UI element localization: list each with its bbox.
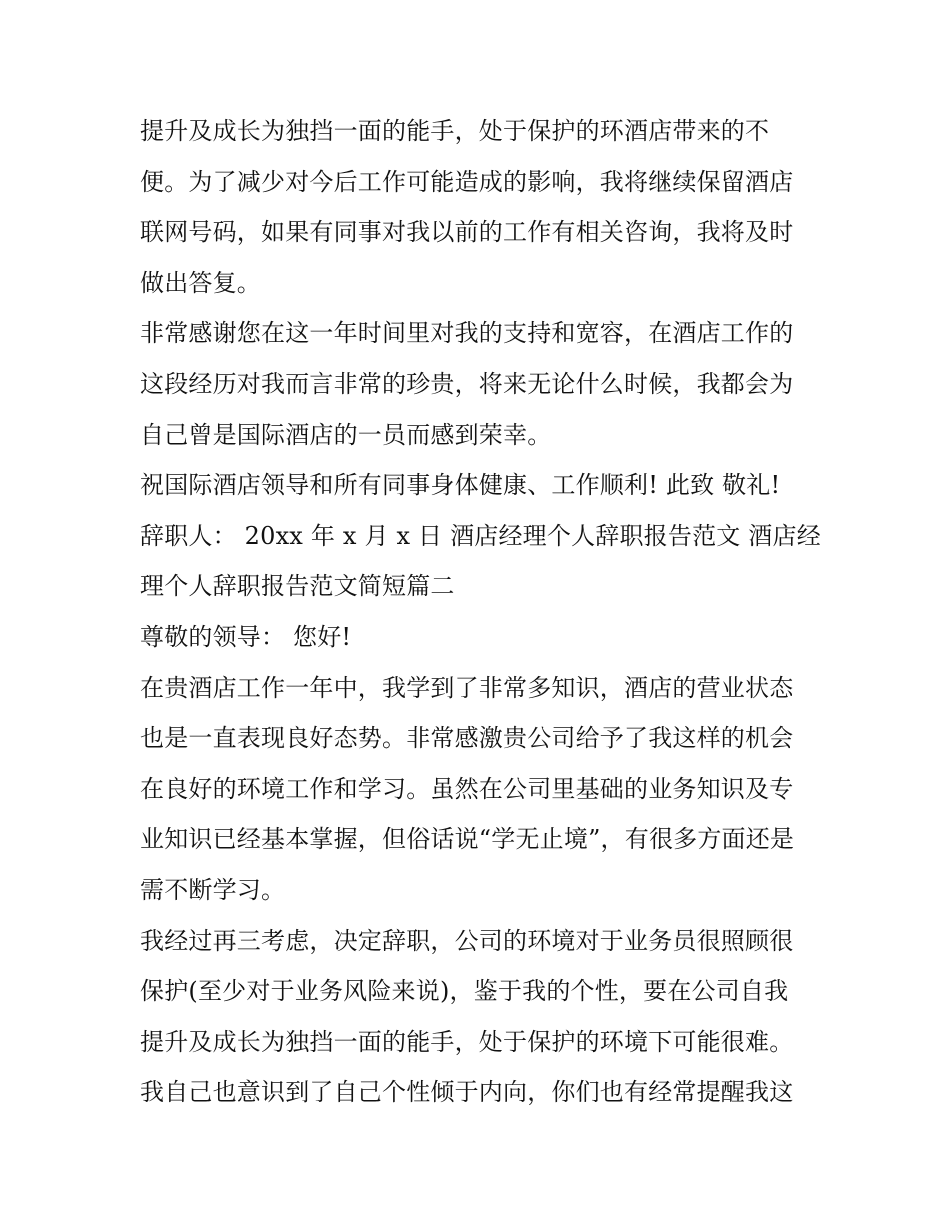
text-line-8: 祝国际酒店领导和所有同事身体健康、工作顺利! 此致 敬礼! [140,471,781,500]
text-line-1: 提升及成长为独挡一面的能手，处于保护的环酒店带来的不 [140,117,770,145]
text-line-18: 保护(至少对于业务风险来说)，鉴于我的个性，要在公司自我 [140,977,789,1006]
text-line-2: 便。为了减少对今后工作可能造成的影响，我将继续保留酒店 [140,167,794,196]
text-line-11: 尊敬的领导： 您好! [140,622,352,651]
text-line-12: 在贵酒店工作一年中，我学到了非常多知识，酒店的营业状态 [140,673,794,702]
text-line-10: 理个人辞职报告范文简短篇二 [140,572,455,601]
text-line-5: 非常感谢您在这一年时间里对我的支持和宽容，在酒店工作的 [140,319,794,348]
text-line-9: 辞职人： 20xx 年 x 月 x 日 酒店经理个人辞职报告范文 酒店经 [140,521,821,550]
document-body [140,106,820,1118]
text-line-3: 联网号码，如果有同事对我以前的工作有相关咨询，我将及时 [140,218,794,247]
text-line-16: 需不断学习。 [140,875,286,904]
text-line-6: 这段经历对我而言非常的珍贵，将来无论什么时候，我都会为 [140,369,794,398]
text-line-15: 业知识已经基本掌握，但俗话说“学无止境”，有很多方面还是 [140,825,795,854]
text-line-14: 在良好的环境工作和学习。虽然在公司里基础的业务知识及专 [140,774,794,803]
text-line-19: 提升及成长为独挡一面的能手，处于保护的环境下可能很难。 [140,1027,794,1056]
text-line-13: 也是一直表现良好态势。非常感激贵公司给予了我这样的机会 [140,724,794,753]
text-line-4: 做出答复。 [140,268,261,297]
text-line-20: 我自己也意识到了自己个性倾于内向，你们也有经常提醒我这 [140,1078,794,1107]
text-line-7: 自己曾是国际酒店的一员而感到荣幸。 [140,420,552,449]
text-line-17: 我经过再三考虑，决定辞职，公司的环境对于业务员很照顾很 [140,926,794,955]
